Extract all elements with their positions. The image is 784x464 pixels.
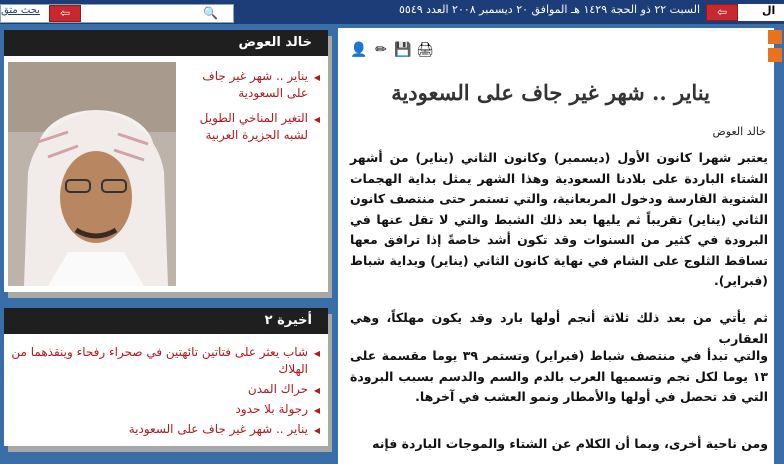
list-item[interactable]: ◀ التغير المناخي الطويل لشبه الجزيرة العربية [184,110,320,144]
article-paragraph: والتي تبدأ في منتصف شباط (فبراير) وتستمر ٣٩ يوما مقسمة على ١٣ يوما لكل نجم وتسميها العرب بالدم والسم والدسم بسبب البرودة التي قد تحصل في أولها والأمطار ونمو العشب في آخرها. [350,348,768,404]
article-paragraph: يعتبر شهرا كانون الأول (ديسمبر) وكانون الثاني (يناير) من أشهر الشتاء الباردة على بلادنا السعودية وهذا الشهر يمثل بداية الهجمات الشتوية القارسة ودخول المربعانية، والتي تستمر حتى منتصف كانون الثاني (يناير) تقريباً ثم يليها بعد ذلك الشبط والتي لا تقل عنها في البرودة في كثير من السنوات وقد تكون أشد خاصةً إذا ترافق معها تساقط الثلوج على الشام في نهاية كانون الثاني (يناير) وبداية شباط (فبراير). [350,150,768,288]
article-toolbar [350,41,434,59]
side-tab[interactable] [768,48,782,62]
latest-links [4,344,320,438]
latest-box-title: أخيرة ٢ [4,308,328,334]
article-author[interactable]: خالد العوض [712,125,766,138]
side-tabs[interactable] [766,28,784,66]
user-icon[interactable]: 👤 [350,42,368,58]
list-item[interactable]: ◀ حراك المدن [4,381,320,398]
advanced-search-link[interactable]: بحث متق [1,5,43,22]
list-item[interactable]: ◀ يناير .. شهر غير جاف على السعودية [4,421,320,438]
exit-arrow-icon[interactable]: ⇦ [49,5,81,22]
save-icon[interactable]: 💾 [394,42,412,58]
author-box-title: خالد العوض [4,30,328,56]
search-box-left[interactable] [0,4,234,23]
author-links [184,68,320,144]
right-edge-text: ال [762,4,776,17]
search-icon[interactable]: 🔍 [203,6,218,20]
side-tab[interactable] [768,30,782,44]
search-box-right[interactable] [706,4,784,21]
print-icon[interactable]: 🖨 [416,42,434,58]
edit-icon[interactable]: ✏ [375,42,387,58]
author-photo [8,62,176,286]
list-item[interactable]: ◀ شاب يعثر على فتاتين تائهتين في صحراء رفحاء وينقذهما من الهلاك [4,344,320,378]
date-line: السبت ٢٢ ذو الحجة ١٤٢٩ هـ الموافق ٢٠ ديسمبر ٢٠٠٨ العدد ٥٥٤٩ [399,3,700,16]
article-paragraph: ومن ناحية أخرى، وبما أن الكلام عن الشتاء والموجات الباردة فإنه [372,436,768,451]
exit-arrow-icon[interactable]: ⇦ [706,4,738,21]
list-item[interactable]: ◀ يناير .. شهر غير جاف على السعودية [184,68,320,102]
article-paragraph: ثم يأتي من بعد ذلك ثلاثة أنجم أولها بارد وقد يكون مهلكاً، وهي العقارب [350,310,768,346]
list-item[interactable]: ◀ رجولة بلا حدود [4,401,320,418]
article-title: يناير .. شهر غير جاف على السعودية [391,80,710,105]
